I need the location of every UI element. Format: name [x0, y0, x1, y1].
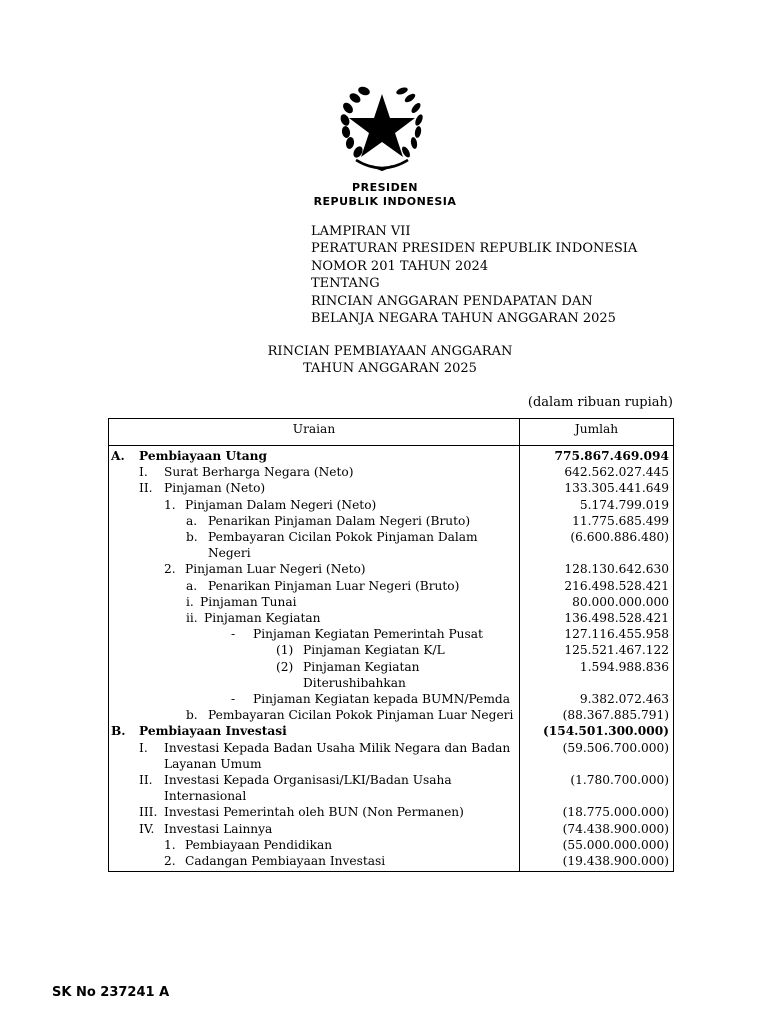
row-marker: 1.: [164, 837, 176, 852]
row-marker: II.: [139, 481, 153, 496]
row-label: Pinjaman Tunai: [200, 594, 297, 609]
row-marker: a.: [186, 513, 198, 528]
table-row: [109, 578, 674, 594]
table-row: [109, 446, 674, 465]
row-value: (18.775.000.000): [520, 804, 674, 820]
table-row: [109, 853, 674, 872]
row-marker: III.: [139, 805, 158, 820]
row-label: Pembayaran Cicilan Pokok Pinjaman Dalam Negeri: [208, 530, 478, 561]
row-value: (154.501.300.000): [520, 723, 674, 739]
row-value: 642.562.027.445: [520, 464, 674, 480]
row-value: 80.000.000.000: [520, 594, 674, 610]
row-label: Investasi Kepada Organisasi/LKI/Badan Usaha Internasional: [164, 773, 452, 804]
table-row: [109, 837, 674, 853]
row-marker: B.: [111, 724, 126, 739]
row-marker: A.: [111, 449, 125, 463]
row-value: (19.438.900.000): [520, 853, 674, 872]
column-header-jumlah: Jumlah: [520, 419, 674, 446]
header-line: NOMOR 201 TAHUN 2024: [311, 258, 489, 274]
row-label: Pembiayaan Investasi: [139, 724, 287, 739]
row-marker: a.: [186, 578, 198, 593]
table-row: [109, 594, 674, 610]
row-value: 216.498.528.421: [520, 578, 674, 594]
row-label: Penarikan Pinjaman Luar Negeri (Bruto): [208, 578, 460, 593]
row-marker: IV.: [139, 821, 155, 836]
row-label: Investasi Pemerintah oleh BUN (Non Permanen): [164, 805, 464, 820]
table-row: [109, 707, 674, 723]
row-marker: ii.: [186, 611, 198, 626]
header-line: LAMPIRAN VII: [311, 224, 411, 239]
row-value: (88.367.885.791): [520, 707, 674, 723]
letterhead-line2: REPUBLIK INDONESIA: [313, 195, 457, 208]
row-value: (1.780.700.000): [520, 772, 674, 804]
financing-table: [108, 418, 674, 872]
row-label: Pembayaran Cicilan Pokok Pinjaman Luar Negeri: [208, 708, 514, 723]
table-row: [109, 561, 674, 577]
row-value: 1.594.988.836: [520, 659, 674, 691]
row-marker: I.: [139, 465, 148, 480]
row-label: Pembiayaan Utang: [139, 449, 268, 463]
row-label: Pembiayaan Pendidikan: [185, 837, 333, 852]
table-row: [109, 772, 674, 804]
table-row: [109, 497, 674, 513]
row-value: 11.775.685.499: [520, 513, 674, 529]
row-value: (74.438.900.000): [520, 821, 674, 837]
header-line: RINCIAN ANGGARAN PENDAPATAN DAN: [311, 293, 593, 309]
row-marker: 2.: [164, 854, 176, 869]
row-marker: i.: [186, 594, 194, 609]
row-value: (6.600.886.480): [520, 529, 674, 561]
table-row: [109, 821, 674, 837]
table-row: [109, 610, 674, 626]
row-value: 9.382.072.463: [520, 691, 674, 707]
row-marker: 1.: [164, 497, 176, 512]
header-line: TENTANG: [311, 276, 380, 292]
table-row: [109, 659, 674, 691]
row-marker: -: [231, 692, 236, 707]
row-label: Cadangan Pembiayaan Investasi: [185, 854, 386, 869]
row-marker: II.: [139, 773, 153, 788]
row-marker: -: [231, 627, 236, 642]
row-label: Pinjaman Kegiatan K/L: [303, 643, 445, 658]
table-row: [109, 464, 674, 480]
row-label: Pinjaman Luar Negeri (Neto): [185, 562, 366, 577]
row-marker: I.: [139, 740, 148, 755]
row-marker: b.: [186, 708, 198, 723]
row-label: Pinjaman (Neto): [164, 481, 266, 496]
document-title-line1: RINCIAN PEMBIAYAAN ANGGARAN: [267, 344, 513, 359]
row-label: Pinjaman Kegiatan kepada BUMN/Pemda: [253, 692, 510, 707]
row-label: Pinjaman Kegiatan Diterushibahkan: [303, 659, 420, 690]
column-header-uraian: Uraian: [109, 419, 520, 446]
unit-note: (dalam ribuan rupiah): [527, 395, 673, 410]
row-value: 127.116.455.958: [520, 626, 674, 642]
row-label: Penarikan Pinjaman Dalam Negeri (Bruto): [208, 513, 471, 528]
document-reference: SK No 237241 A: [52, 985, 170, 1000]
document-title-line2: TAHUN ANGGARAN 2025: [303, 361, 477, 376]
row-label: Investasi Lainnya: [164, 821, 273, 836]
table-row: [109, 691, 674, 707]
row-value: 5.174.799.019: [520, 497, 674, 513]
row-value: 775.867.469.094: [520, 446, 674, 465]
row-value: 128.130.642.630: [520, 561, 674, 577]
table-row: [109, 723, 674, 739]
row-label: Pinjaman Kegiatan: [204, 611, 321, 626]
emblem-icon: [332, 80, 432, 176]
row-value: 136.498.528.421: [520, 610, 674, 626]
row-value: (59.506.700.000): [520, 740, 674, 772]
row-value: (55.000.000.000): [520, 837, 674, 853]
row-marker: (1): [276, 643, 294, 658]
header-line: BELANJA NEGARA TAHUN ANGGARAN 2025: [311, 311, 616, 327]
table-row: [109, 642, 674, 658]
row-marker: (2): [276, 659, 294, 674]
letterhead-line1: PRESIDEN: [352, 181, 418, 194]
document-header: [311, 223, 637, 327]
header-line: PERATURAN PRESIDEN REPUBLIK INDONESIA: [311, 241, 638, 257]
row-value: 133.305.441.649: [520, 480, 674, 496]
table-row: [109, 626, 674, 642]
row-marker: b.: [186, 530, 198, 545]
row-value: 125.521.467.122: [520, 642, 674, 658]
row-marker: 2.: [164, 562, 176, 577]
row-label: Pinjaman Dalam Negeri (Neto): [185, 497, 377, 512]
row-label: Pinjaman Kegiatan Pemerintah Pusat: [253, 627, 483, 642]
table-row: [109, 529, 674, 561]
table-row: [109, 513, 674, 529]
table-row: [109, 480, 674, 496]
row-label: Surat Berharga Negara (Neto): [164, 465, 354, 480]
table-row: [109, 740, 674, 772]
table-row: [109, 804, 674, 820]
row-label: Investasi Kepada Badan Usaha Milik Negara dan Badan Layanan Umum: [164, 740, 511, 771]
